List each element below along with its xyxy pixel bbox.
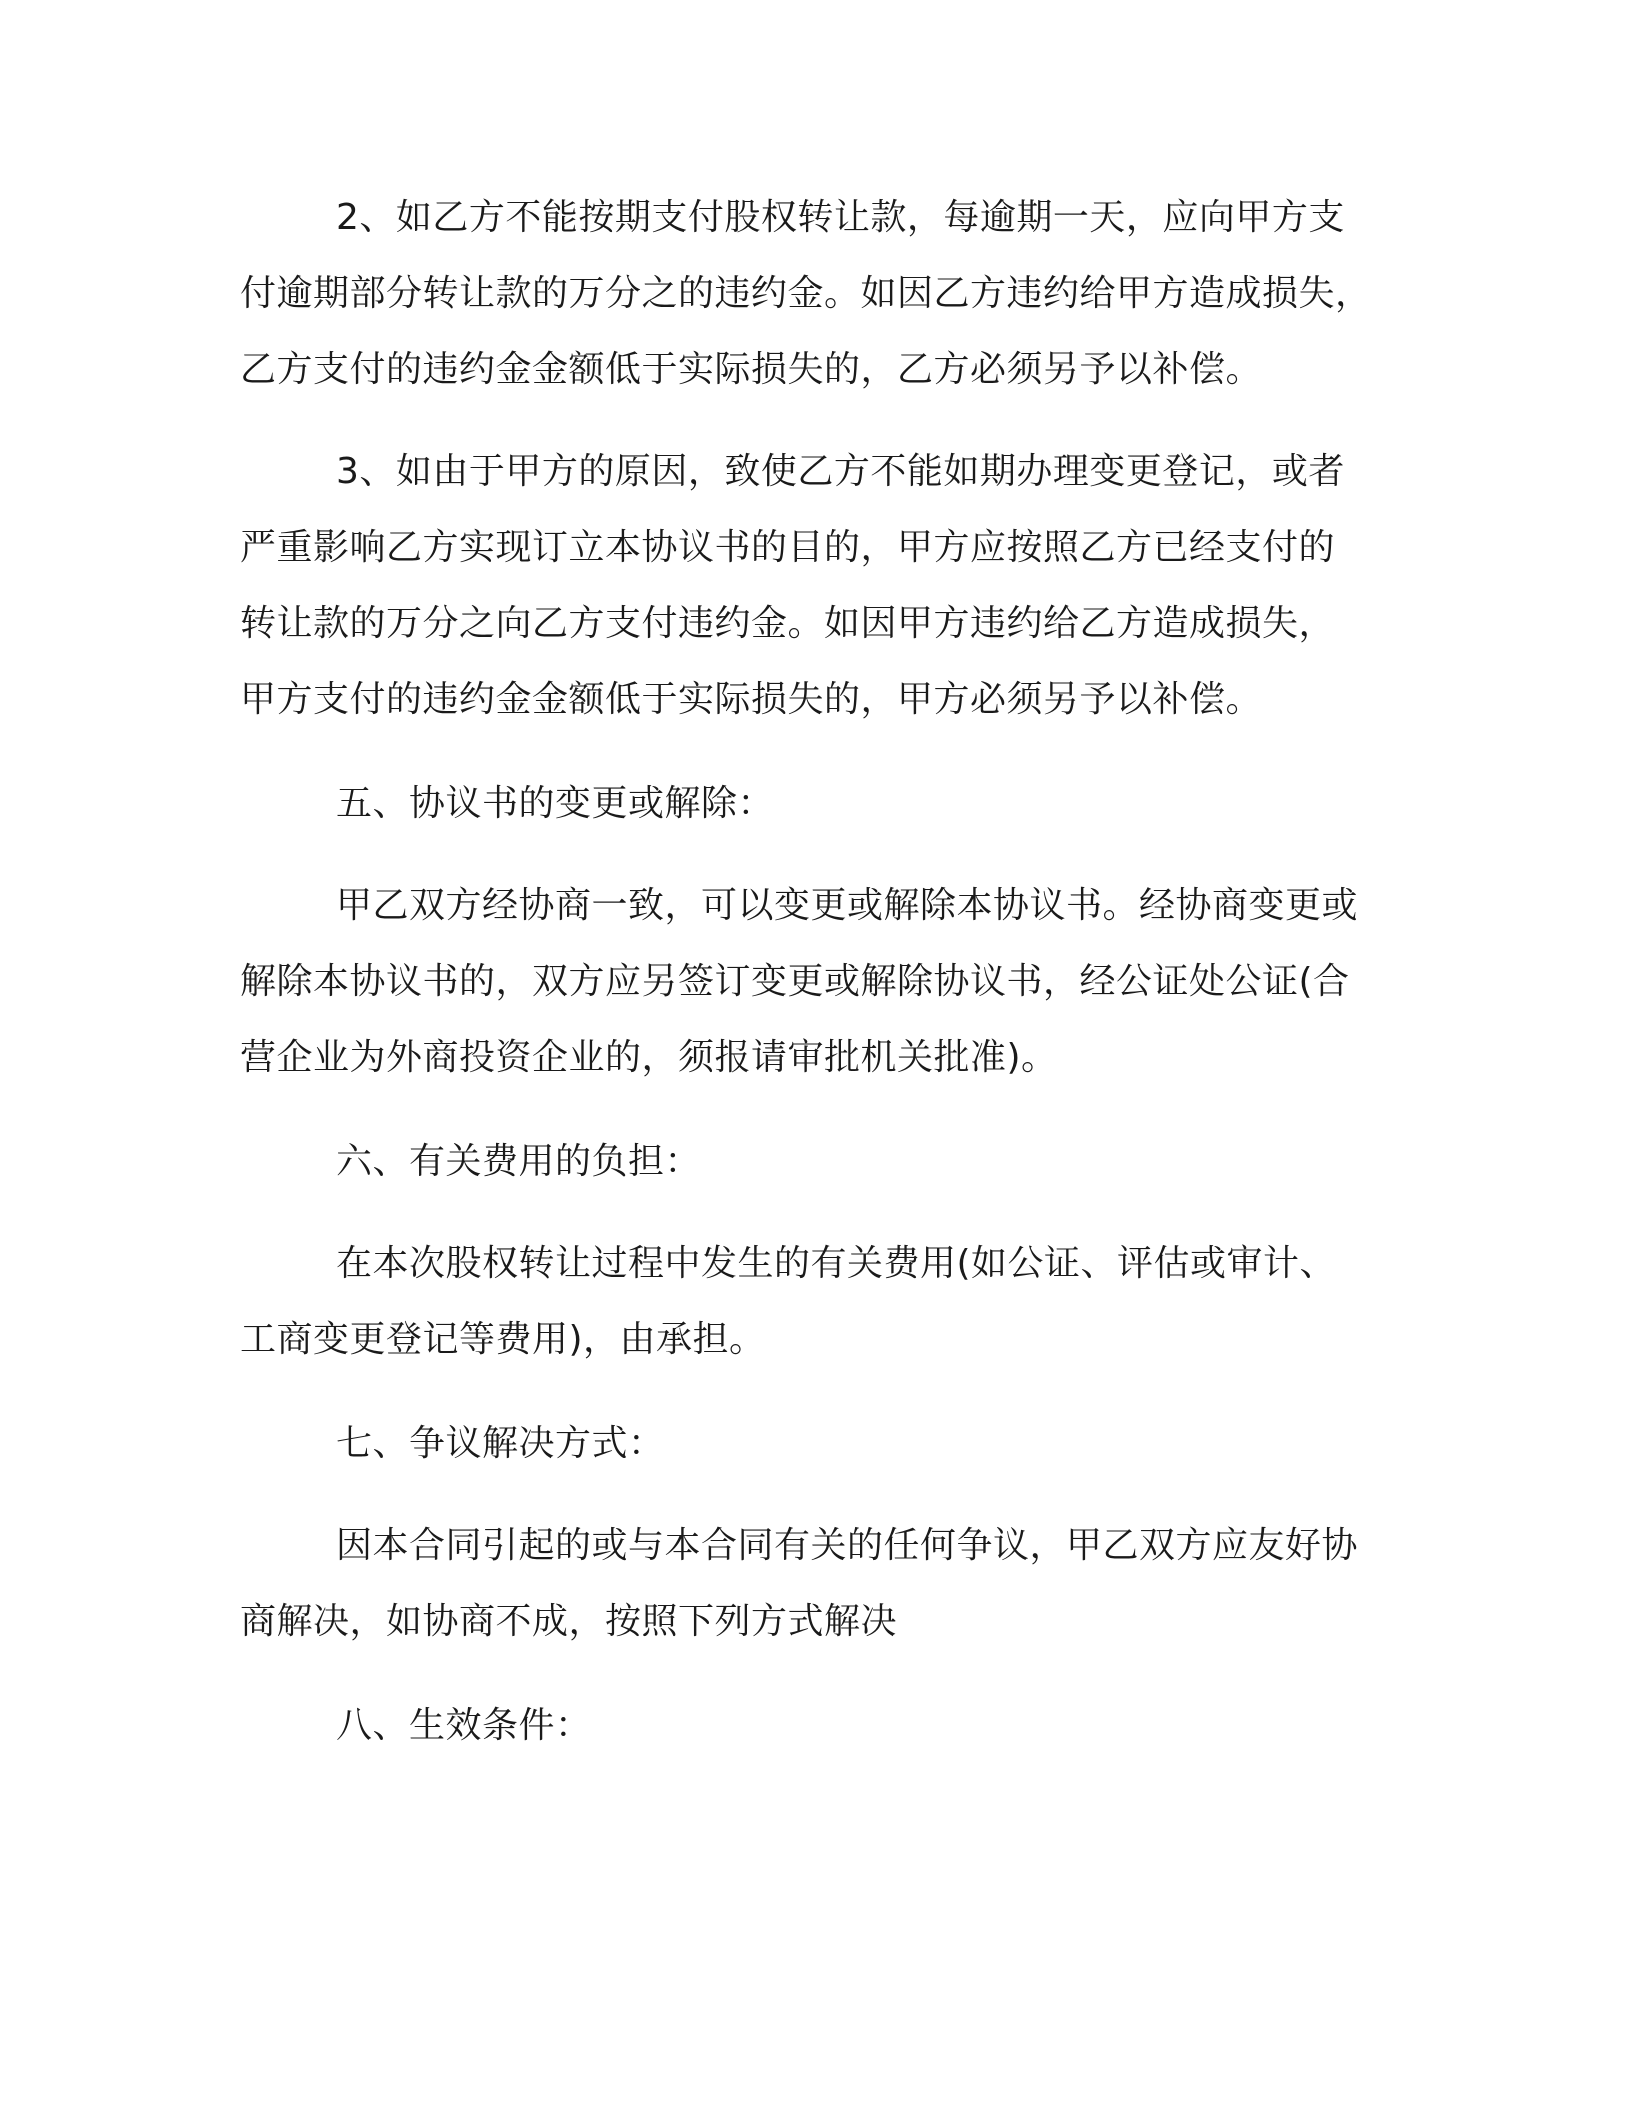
section-5-line-2: 解除本协议书的，双方应另签订变更或解除协议书，经公证处公证(合 <box>240 961 1350 1002</box>
clause-2-line-3: 乙方支付的违约金金额低于实际损失的，乙方必须另予以补偿。 <box>240 349 1263 390</box>
clause-3-line-1: 3、如由于甲方的原因，致使乙方不能如期办理变更登记，或者 <box>336 451 1345 492</box>
section-5-line-3: 营企业为外商投资企业的，须报请审批机关批准)。 <box>240 1037 1058 1078</box>
section-7-heading: 七、争议解决方式： <box>336 1423 665 1464</box>
clause-3-line-2: 严重影响乙方实现订立本协议书的目的，甲方应按照乙方已经支付的 <box>240 527 1336 568</box>
clause-3-line-4: 甲方支付的违约金金额低于实际损失的，甲方必须另予以补偿。 <box>240 679 1263 720</box>
section-5-line-1: 甲乙双方经协商一致，可以变更或解除本协议书。经协商变更或 <box>336 885 1359 926</box>
section-5-heading: 五、协议书的变更或解除： <box>336 783 775 824</box>
section-7-line-2: 商解决，如协商不成，按照下列方式解决 <box>240 1601 898 1642</box>
clause-2-line-1: 2、如乙方不能按期支付股权转让款，每逾期一天，应向甲方支 <box>336 197 1345 238</box>
section-6-line-2: 工商变更登记等费用)，由承担。 <box>240 1319 766 1360</box>
clause-2-line-2: 付逾期部分转让款的万分之的违约金。如因乙方违约给甲方造成损失， <box>240 273 1372 314</box>
section-8-heading: 八、生效条件： <box>336 1705 592 1746</box>
section-6-heading: 六、有关费用的负担： <box>336 1141 702 1182</box>
section-7-line-1: 因本合同引起的或与本合同有关的任何争议，甲乙双方应友好协 <box>336 1525 1359 1566</box>
clause-3-line-3: 转让款的万分之向乙方支付违约金。如因甲方违约给乙方造成损失， <box>240 603 1336 644</box>
section-6-line-1: 在本次股权转让过程中发生的有关费用(如公证、评估或审计、 <box>336 1243 1337 1284</box>
